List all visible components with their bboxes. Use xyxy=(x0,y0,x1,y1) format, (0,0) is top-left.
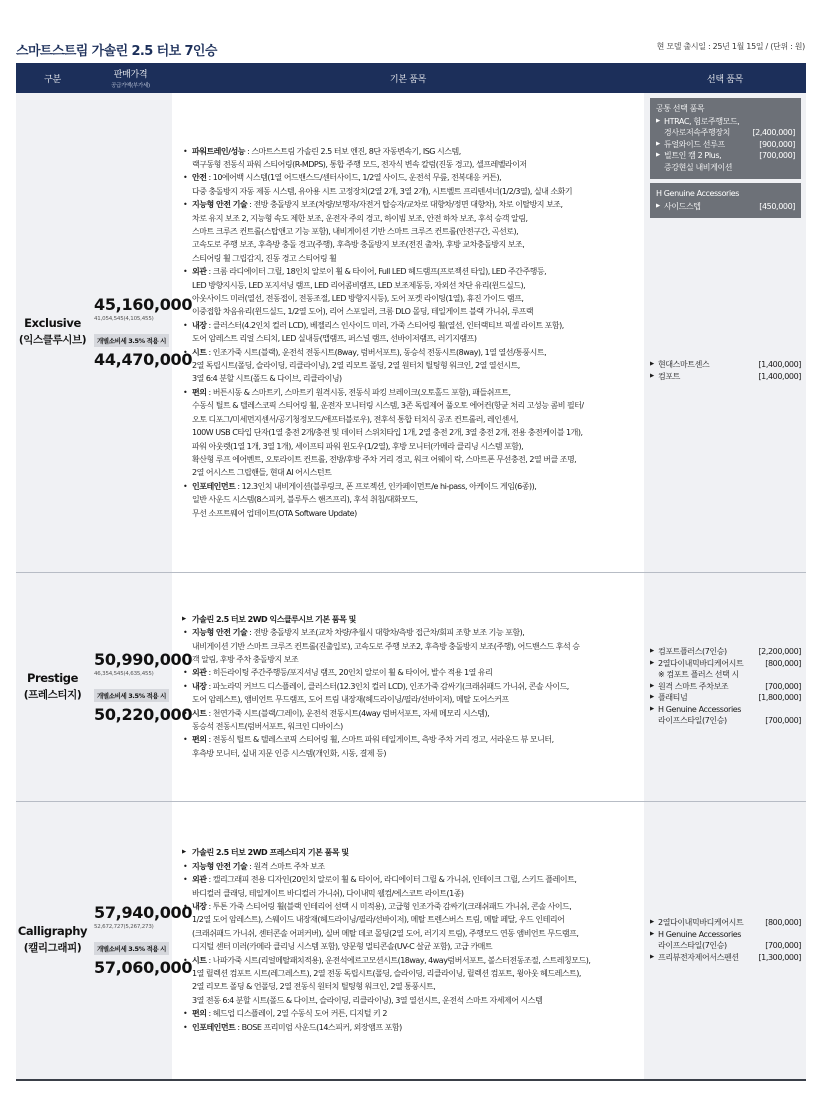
option-price: [1,400,000] xyxy=(758,360,801,369)
option-label: ▶ 빌트인 캠 2 Plus, xyxy=(664,151,722,160)
basic-item-text: 후측방 모니터, 실내 지문 인증 시스템(개인화, 시동, 결제 등) xyxy=(192,748,386,758)
trim-name-ko: (캘리그래피) xyxy=(23,942,82,955)
basic-item-category: 편의 xyxy=(192,735,207,745)
option-label: ▶ 듀얼와이드 선루프 xyxy=(664,139,725,149)
options-cell xyxy=(644,93,806,572)
basic-item-text: 동승석 전동시트(럼버서포트, 워크인 디바이스) xyxy=(192,722,343,732)
basic-item-line xyxy=(182,640,636,653)
supply-price: 41,054,545(4,105,455) xyxy=(94,316,154,323)
basic-item-line xyxy=(182,359,636,372)
sale-price: 50,990,000 xyxy=(94,649,193,669)
basic-item-line xyxy=(182,319,636,332)
supply-price: 52,672,727(5,267,273) xyxy=(94,924,154,931)
basic-item-text: : 10에어백 시스템(1열 어드밴스드/센터사이드, 1/2열 사이드, 운전석 무릎, 전복대응 커튼), xyxy=(206,173,502,183)
option-label: ▶ 플래티넘 xyxy=(658,693,688,703)
basic-item-line xyxy=(182,666,636,679)
option-label: 경사로저속주행장치 xyxy=(664,128,730,137)
option-price: [1,300,000] xyxy=(758,952,801,962)
option-label: ▶ 2열다이내믹바디케어시트 xyxy=(658,658,744,668)
basic-item-line xyxy=(182,399,636,412)
accessories-package-box xyxy=(650,183,801,218)
basic-item-text: : 나파가죽 시트(리얼메탈패치적용), 운전석에르고모션시트(18way, 4way럼버서포트, 볼스터전동조절, 스트레칭모드), xyxy=(206,955,591,965)
col-header-price-sub: 공급가액(부가세) xyxy=(111,83,150,89)
basic-item-line xyxy=(182,954,636,967)
option-item xyxy=(650,359,801,371)
basic-item-text: 1/2열 도어 암레스트), 스웨이드 내장재(헤드라이닝/필라/선바이저), 메탈 트렌스버스 트림, 메탈 페달, 우드 인테리어 xyxy=(192,915,565,925)
basic-item-line xyxy=(182,332,636,345)
common-package-box xyxy=(650,98,801,179)
basic-item-category: 외관 xyxy=(192,875,207,885)
basic-item-line xyxy=(182,466,636,479)
basic-item-category: 인포테인먼트 xyxy=(192,1022,236,1032)
basic-item-line xyxy=(182,720,636,733)
basic-item-category: 지능형 안전 기술 xyxy=(192,628,248,638)
common-package-item xyxy=(656,116,795,128)
basic-item-text: 무선 소프트웨어 업데이트(OTA Software Update) xyxy=(192,508,357,518)
basic-item-line xyxy=(182,967,636,980)
basic-item-text: 3열 6:4 분할 시트(폴드 & 다이브, 리클라이닝) xyxy=(192,374,342,384)
tax-badge: 개별소비세 3.5% 적용 시 xyxy=(94,334,169,347)
basic-item-category: 외관 xyxy=(192,267,207,277)
basic-item-line xyxy=(182,238,636,251)
basic-item-category: 편의 xyxy=(192,1009,207,1019)
accessories-package-item xyxy=(656,201,795,213)
basic-item-text: : 파노라믹 커브드 디스플레이, 클러스터(12.3인치 컬러 LCD), 인조가죽 감싸기(크래쉬패드 가니쉬, 콘솔 사이드, xyxy=(206,681,569,691)
basic-item-line xyxy=(182,185,636,198)
option-label: ▶ 컴포트 xyxy=(658,371,680,381)
basic-item-line xyxy=(182,493,636,506)
option-item xyxy=(650,669,801,681)
basic-item-text: 2열 리모트 폴딩 & 언폴딩, 2열 전동식 원터치 틸팅형 워크인, 2열 통풍시트, xyxy=(192,982,436,992)
option-label: ▶ 프리뷰전자제어서스펜션 xyxy=(658,952,739,962)
price-cell xyxy=(89,801,193,1080)
trim-name: Prestige xyxy=(26,670,78,685)
basic-item-text: 확산형 루프 에어벤트, 오토라이트 컨트롤, 전방/후방 주차 거리 경고, 워크 어웨이 락, 스마트폰 무선충전, 2열 버클 조명, xyxy=(192,454,577,464)
option-item xyxy=(650,658,801,670)
col-header-trim: 구분 xyxy=(16,63,89,93)
basic-item-line xyxy=(182,386,636,399)
basic-item-line xyxy=(182,265,636,278)
sale-price: 45,160,000 xyxy=(94,295,193,315)
basic-item-text: : 12.3인치 내비게이션(블루링크, 폰 프로젝션, 인카페이먼트/e hi-pass, 아케이드 게임(6종)), xyxy=(235,481,537,491)
basic-item-line xyxy=(182,413,636,426)
option-item xyxy=(650,929,801,941)
basic-item-line xyxy=(182,680,636,693)
basic-item-text: 수동식 틸트 & 텔레스코픽 스티어링 휠, 운전자 모니터링 시스템, 3존 독립제어 풀오토 에어컨(항균 처리 고성능 콤비 필터/ xyxy=(192,401,584,411)
option-item xyxy=(650,371,801,383)
basic-item-line xyxy=(182,846,636,859)
basic-item-line xyxy=(182,747,636,760)
basic-item-line xyxy=(182,292,636,305)
basic-item-category: 외관 xyxy=(192,668,207,678)
tax-badge: 개별소비세 3.5% 적용 시 xyxy=(94,689,169,702)
page-title: 스마트스트림 가솔린 2.5 터보 7인승 xyxy=(16,44,217,59)
basic-item-text: 100W USB C타입 단자(1열 충전 2개/충전 및 데이터 스위치타입 1개, 2열 충전 2개, 3열 충전 2개, 전용 충전케이블 1개), xyxy=(192,428,583,438)
basic-item-category: 지능형 안전 기술 xyxy=(192,200,248,210)
basic-item-text: 파워 아웃렛(1열 1개, 3열 1개), 세이프티 파워 윈도우(1/2열), 후방 모니터(카메라 클리닝 시스템 포함), xyxy=(192,441,524,451)
supply-price: 46,354,545(4,635,455) xyxy=(94,670,154,677)
basic-item-line xyxy=(182,1007,636,1020)
basic-item-text: 차로 유지 보조 2, 지능형 속도 제한 보조, 운전자 주의 경고, 하이빔 보조, 안전 하차 보조, 후석 승객 알림, xyxy=(192,213,528,223)
option-price: [2,200,000] xyxy=(758,647,801,657)
basic-item-category: 시트 xyxy=(192,955,207,965)
basic-item-line xyxy=(182,913,636,926)
basic-item-text: : 클러스터(4.2인치 컬러 LCD), 베젤리스 인사이드 미러, 가죽 스티어링 휠(열선, 인터랙티브 픽셀 라이트 포함), xyxy=(206,320,564,330)
basic-item-line xyxy=(182,927,636,940)
tax-applied-price: 50,220,000 xyxy=(94,704,193,724)
option-item xyxy=(650,704,801,716)
trim-name-ko: (프레스티지) xyxy=(23,688,82,701)
tax-applied-price: 44,470,000 xyxy=(94,350,193,370)
basic-item-text: 2열 어시스트 그립핸들, 현대 AI 어시스턴트 xyxy=(192,468,332,478)
basic-item-line xyxy=(182,1021,636,1034)
basic-item-text: : 원격 스마트 주차 보조 xyxy=(247,861,325,871)
basic-item-line xyxy=(182,440,636,453)
basic-item-text: 이중접합 차음유리(윈드실드, 1/2열 도어), 리어 스포일러, 크롬 DLO 몰딩, 테일게이트 블랙 가니쉬, 루프랙 xyxy=(192,307,534,317)
tax-applied-price: 57,060,000 xyxy=(94,958,193,978)
sale-price: 57,940,000 xyxy=(94,903,193,923)
basic-item-line xyxy=(182,707,636,720)
option-price: [700,000] xyxy=(759,151,795,160)
basic-item-text: : 전방 충돌방지 보조(차량/보행자/자전거 탑승자/교차로 대향차/정면 대향차), 차로 이탈방지 보조, xyxy=(247,200,563,210)
basic-item-text: 3열 전동 6:4 분할 시트(폴드 & 다이브, 슬라이딩, 리클라이닝), 3열 열선시트, 운전석 스마트 자세제어 시스템 xyxy=(192,995,543,1005)
release-date-unit: 현 모델 출시일 : 25년 1월 15일 / (단위 : 원) xyxy=(656,42,805,51)
option-label: ▶ 컴포트플러스(7인승) xyxy=(658,647,727,657)
option-price: [700,000] xyxy=(765,941,801,951)
option-label: 라이프스타일(7인승) xyxy=(658,716,727,726)
option-label: ▶ HTRAC, 험로주행모드, xyxy=(664,116,740,126)
option-label: 증강현실 내비게이션 xyxy=(664,162,733,172)
col-header-price-label: 판매가격 xyxy=(113,70,148,80)
basic-item-line xyxy=(182,994,636,1007)
option-price: [900,000] xyxy=(759,139,795,149)
option-label: ▶ H Genuine Accessories xyxy=(658,929,742,939)
common-package-title: 공통 선택 품목 xyxy=(656,104,705,113)
basic-item-text: 스마트 크루즈 컨트롤(스탑앤고 기능 포함), 내비게이션 기반 스마트 크루즈 컨트롤(안전구간, 곡선로), xyxy=(192,227,519,236)
basic-item-text: : 캘리그래피 전용 디자인(20인치 알로이 휠 & 타이어, 라디에이터 그릴 & 가니쉬, 인테이크 그릴, 스키드 플레이트, xyxy=(206,875,577,885)
option-price: [1,400,000] xyxy=(758,371,801,381)
basic-item-line xyxy=(182,158,636,171)
basic-item-text: 고속도로 주행 보조, 후측방 충돌 경고(주행), 후측방 충돌방지 보조(전진 출차), 후방 교차충돌방지 보조, xyxy=(192,240,525,250)
trim-row-calligraphy xyxy=(16,801,806,1080)
common-package-item xyxy=(656,162,795,174)
option-item xyxy=(650,646,801,658)
options-cell xyxy=(644,572,806,801)
basic-item-category: 가솔린 2.5 터보 2WD 익스클루시브 기본 품목 및 xyxy=(192,614,356,624)
basic-item-text: 객 알림, 후방 주차 충돌방지 보조 xyxy=(192,654,299,664)
basic-item-text: 디지털 센터 미러(카메라 클리닝 시스템 포함), 양문형 멀티콘솔(UV-C 살균 포함), 고급 카매트 xyxy=(192,942,493,952)
basic-item-line xyxy=(182,198,636,211)
option-list xyxy=(650,646,801,727)
basic-item-text: 도어 암레스트), 앰비언트 무드램프, 도어 트림 내장재(헤드라이닝/필라/선바이저), 메탈 도어스커프 xyxy=(192,695,509,705)
option-item xyxy=(650,681,801,693)
trim-row-prestige xyxy=(16,572,806,801)
basic-item-text: 바디컬러 클래딩, 테일게이트 바디컬러 가니쉬), 다이내믹 웰컴/에스코트 라이트(1종) xyxy=(192,888,464,898)
basic-item-category: 시트 xyxy=(192,347,207,357)
option-item xyxy=(650,940,801,952)
option-price: [800,000] xyxy=(765,658,801,668)
basic-item-category: 시트 xyxy=(192,708,207,718)
option-list xyxy=(650,917,801,963)
options-cell xyxy=(644,801,806,1080)
basic-item-category: 내장 xyxy=(192,681,207,691)
option-label: ▶ 2열다이내믹바디케어시트 xyxy=(658,918,744,928)
basic-item-category: 안전 xyxy=(192,173,207,183)
basic-item-text: : 크롬 라디에이터 그릴, 18인치 알로이 휠 & 타이어, Full LED 헤드램프(프로젝션 타입), LED 주간주행등, xyxy=(206,267,547,277)
trim-row-exclusive xyxy=(16,93,806,572)
basic-item-line xyxy=(182,900,636,913)
basic-item-line xyxy=(182,426,636,439)
basic-item-line xyxy=(182,225,636,238)
basic-item-line xyxy=(182,860,636,873)
basic-item-line xyxy=(182,653,636,666)
col-header-options: 선택 품목 xyxy=(644,63,806,93)
trim-name: Exclusive xyxy=(24,316,81,331)
option-price: [700,000] xyxy=(765,716,801,726)
basic-item-line xyxy=(182,940,636,953)
common-package-item xyxy=(656,139,795,151)
basic-item-line xyxy=(182,212,636,225)
common-package-item xyxy=(656,150,795,162)
basic-item-text: 1열 릴렉션 컴포트 시트(레그레스트), 2열 전동 독립시트(폴딩, 슬라이딩, 리클라이닝, 릴렉션 컴포트, 윙아웃 헤드레스트), xyxy=(192,969,581,979)
trim-name: Calligraphy xyxy=(17,924,88,939)
basic-item-text: 아웃사이드 미러(열선, 전동접이, 전동조절, LED 방향지시등), 도어 포켓 라이팅(1열), 휴진 가이드 램프, xyxy=(192,294,524,304)
accessories-package-title: H Genuine Accessories xyxy=(656,189,740,198)
option-label: ※ 컴포트 플러스 선택 시 xyxy=(658,670,739,680)
option-item xyxy=(650,692,801,704)
option-label: ▶ 현대스마트센스 xyxy=(658,360,710,369)
basic-item-text: 일반 사운드 시스템(8스피커, 블루투스 핸즈프리), 후석 취침/대화모드, xyxy=(192,495,418,505)
basic-item-text: 랙구동형 전동식 파워 스티어링(R-MDPS), 통합 주행 모드, 전자식 변속 칼럼(진동 경고), 셀프레벨라이저 xyxy=(192,159,527,169)
basic-items-cell xyxy=(172,801,644,1080)
basic-items-cell xyxy=(172,93,644,572)
table-header-row xyxy=(16,63,806,93)
basic-item-line xyxy=(182,171,636,184)
col-header-basic: 기본 품목 xyxy=(172,63,644,93)
basic-item-text: : 버튼시동 & 스마트키, 스마트키 원격시동, 전동식 파킹 브레이크(오토홀드 포함), 패들쉬프트, xyxy=(206,387,511,397)
basic-item-line xyxy=(182,372,636,385)
basic-item-text: 2열 독립시트(폴딩, 슬라이딩, 리클라이닝), 2열 리모트 폴딩, 2열 원터치 틸팅형 워크인, 2열 열선시트, xyxy=(192,361,520,371)
basic-item-text: : 히든라이팅 주간주행등/포지셔닝 램프, 20인치 알로이 휠 & 타이어, 발수 적용 1열 유리 xyxy=(206,668,493,678)
price-table xyxy=(16,63,806,1081)
basic-item-line xyxy=(182,980,636,993)
basic-item-line xyxy=(182,507,636,520)
basic-item-text: : 헤드업 디스플레이, 2열 수동식 도어 커튼, 디지털 키 2 xyxy=(206,1009,387,1019)
option-price: [1,800,000] xyxy=(758,693,801,703)
basic-item-line xyxy=(182,873,636,886)
basic-item-text: 도어 암레스트 리얼 스티치, LED 실내등(맵램프, 퍼스널 램프, 선바이저램프, 러기지램프) xyxy=(192,334,477,344)
price-cell xyxy=(89,572,193,801)
common-package-item xyxy=(656,127,795,139)
option-item xyxy=(650,715,801,727)
basic-item-text: : BOSE 프리미엄 사운드(14스피커, 외장앰프 포함) xyxy=(235,1022,402,1032)
option-label: ▶ H Genuine Accessories xyxy=(658,704,742,714)
option-price: [700,000] xyxy=(765,681,801,691)
basic-item-text: (크래쉬패드 가니쉬, 센터콘솔 어퍼커버), 실버 메탈 데코 몰딩(2열 도어, 러기지 트림), 주행모드 연동 앰비언트 무드램프, xyxy=(192,928,579,938)
basic-item-text: 스티어링 휠 그립감지, 진동 경고 스티어링 휠 xyxy=(192,253,337,263)
option-list xyxy=(650,359,801,382)
basic-item-text: : 스마트스트림 가솔린 2.5 터보 엔진, 8단 자동변속기, ISG 시스템, xyxy=(245,146,461,156)
trim-name-ko: (익스클루시브) xyxy=(18,334,87,347)
basic-item-text: : 전동식 틸트 & 텔레스코픽 스티어링 휠, 스마트 파워 테일게이트, 측방 주차 거리 경고, 서라운드 뷰 모니터, xyxy=(206,735,554,745)
basic-item-line xyxy=(182,887,636,900)
basic-item-line xyxy=(182,252,636,265)
option-label: 라이프스타일(7인승) xyxy=(658,941,727,951)
option-price: [450,000] xyxy=(759,201,795,211)
trim-name-cell xyxy=(16,93,89,572)
basic-item-category: 가솔린 2.5 터보 2WD 프레스티지 기본 품목 및 xyxy=(192,848,349,858)
basic-item-line xyxy=(182,480,636,493)
col-header-price xyxy=(89,63,172,93)
basic-item-text: 오토 디포그/미세먼지센서/공기청정모드/애프터블로우), 전후석 통합 터치식 공조 컨트롤러, 레인센서, xyxy=(192,414,518,424)
basic-item-text: : 투톤 가죽 스티어링 휠(블랙 인테리어 선택 시 미적용), 고급형 인조가죽 감싸기(크래쉬패드 가니쉬, 콘솔 사이드, xyxy=(206,902,572,912)
option-item xyxy=(650,952,801,964)
basic-item-text: : 천연가죽 시트(블랙/그레이), 운전석 전동시트(4way 럼버서포트, 자세 메모리 시스템), xyxy=(206,708,490,718)
trim-name-cell xyxy=(16,572,89,801)
basic-item-text: 다중 충돌방지 자동 제동 시스템, 유아용 시트 고정장치(2열 2개, 3열 2개), 시트벨트 프리텐셔너(1/2/3열), 실내 소화기 xyxy=(192,186,573,196)
basic-item-line xyxy=(182,613,636,626)
basic-item-line xyxy=(182,279,636,292)
option-label: ▶ 원격 스마트 주차보조 xyxy=(658,681,729,691)
basic-item-line xyxy=(182,346,636,359)
basic-item-line xyxy=(182,453,636,466)
basic-item-text: : 인조가죽 시트(블랙), 운전석 전동시트(8way, 럼버서포트), 동승석 전동시트(8way), 1열 열선/통풍시트, xyxy=(206,347,547,357)
basic-item-line xyxy=(182,145,636,158)
basic-item-text: : 전방 충돌방지 보조(교차 차량/추월시 대향차/측방 접근차/회피 조향 보조 기능 포함), xyxy=(247,628,525,638)
basic-item-line xyxy=(182,733,636,746)
basic-item-line xyxy=(182,626,636,639)
option-price: [800,000] xyxy=(765,918,801,928)
basic-items-cell xyxy=(172,572,644,801)
basic-item-category: 내장 xyxy=(192,902,207,912)
basic-item-category: 인포테인먼트 xyxy=(192,481,236,491)
option-item xyxy=(650,917,801,929)
option-price: [2,400,000] xyxy=(752,128,795,137)
basic-item-line xyxy=(182,305,636,318)
basic-item-category: 지능형 안전 기술 xyxy=(192,861,248,871)
basic-item-line xyxy=(182,693,636,706)
tax-badge: 개별소비세 3.5% 적용 시 xyxy=(94,942,169,955)
basic-item-text: 내비게이션 기반 스마트 크루즈 컨트롤(진출입로), 고속도로 주행 보조2, 후측방 충돌방지 보조(주행), 어드밴스드 후석 승 xyxy=(192,641,580,651)
basic-item-category: 내장 xyxy=(192,320,207,330)
trim-name-cell xyxy=(16,801,89,1080)
basic-item-text: LED 방향지시등, LED 포지셔닝 램프, LED 리어콤비램프, LED 보조제동등, 자외선 차단 유리(윈드실드), xyxy=(192,280,526,290)
price-cell xyxy=(89,93,193,572)
basic-item-category: 편의 xyxy=(192,387,207,397)
basic-item-category: 파워트레인/성능 xyxy=(192,146,246,156)
option-label: ▶ 사이드스텝 xyxy=(664,201,701,211)
